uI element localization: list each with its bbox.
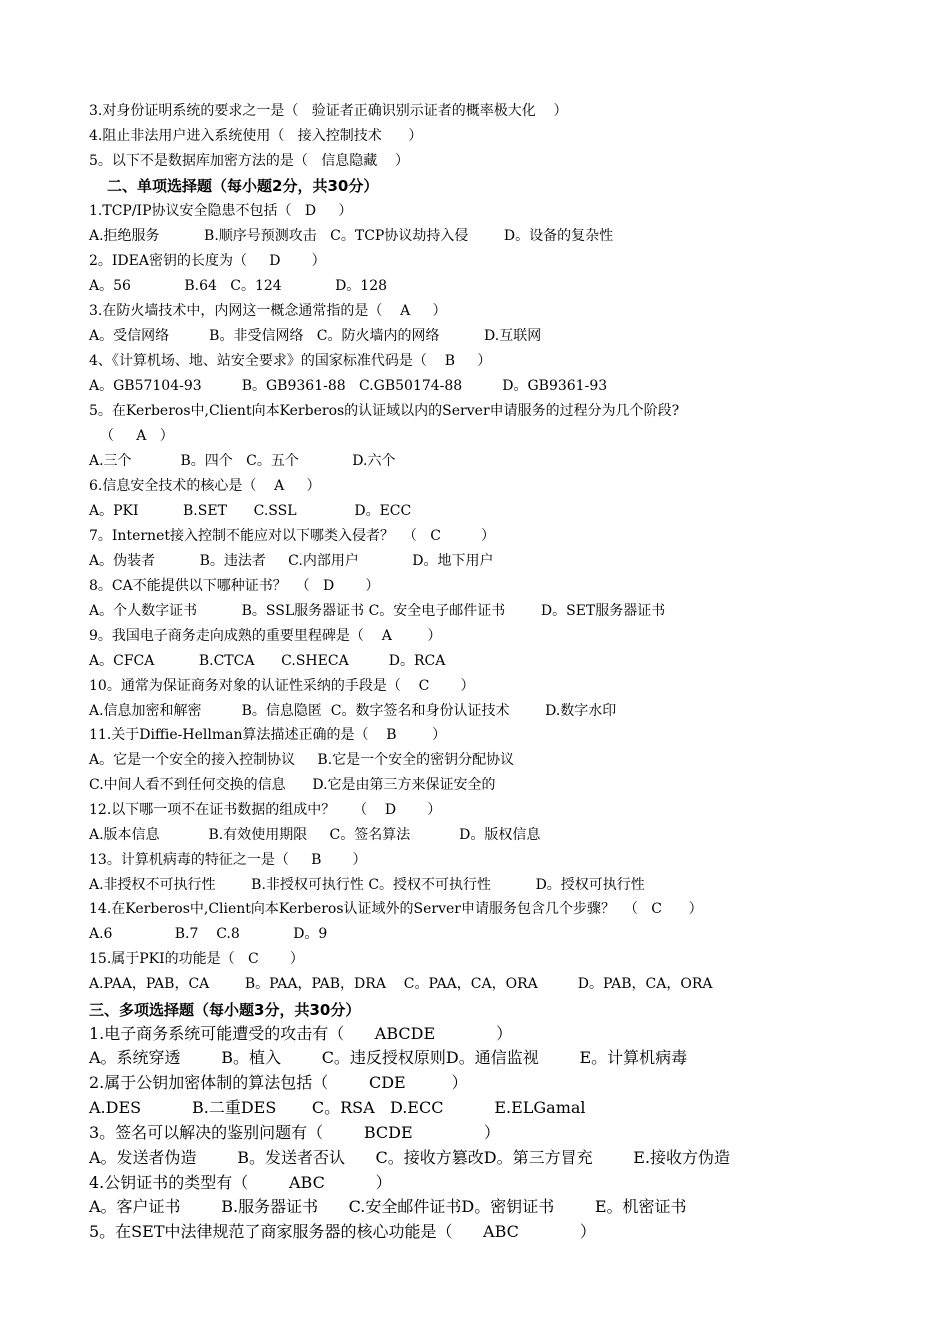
text-line: 8。CA不能提供以下哪种证书？ （ D ） bbox=[89, 578, 380, 594]
text-line: A。56 B.64 C。124 D。128 bbox=[89, 278, 388, 294]
text-line: A.6 B.7 C.8 D。9 bbox=[89, 926, 328, 942]
text-line: A。伪装者 B。违法者 C.内部用户 D。地下用户 bbox=[89, 553, 494, 569]
text-line: A。受信网络 B。非受信网络 C。防火墙内的网络 D.互联网 bbox=[89, 328, 542, 344]
text-line: 6.信息安全技术的核心是（ A ） bbox=[89, 478, 321, 494]
text-line: 4.公钥证书的类型有（ ABC ） bbox=[89, 1173, 392, 1192]
text-line: A。发送者伪造 B。发送者否认 C。接收方篡改D。第三方冒充 E.接收方伪造 bbox=[89, 1148, 731, 1167]
text-line: 3.对身份证明系统的要求之一是（ 验证者正确识别示证者的概率极大化 ） bbox=[89, 103, 568, 119]
text-line: A。系统穿透 B。植入 C。违反授权原则D。通信监视 E。计算机病毒 bbox=[89, 1048, 688, 1067]
text-line: 12.以下哪一项不在证书数据的组成中？ （ D ） bbox=[89, 802, 442, 818]
text-line: 15.属于PKI的功能是（ C ） bbox=[89, 951, 304, 967]
text-line: 5。在Kerberos中,Client向本Kerberos的认证域以内的Server申请服务的过程分为几个阶段? bbox=[89, 403, 680, 419]
text-line: A.非授权不可执行性 B.非授权可执行性 C。授权不可执行性 D。授权可执行性 bbox=[89, 877, 645, 893]
text-line: C.中间人看不到任何交换的信息 D.它是由第三方来保证安全的 bbox=[89, 777, 496, 793]
text-line: 1.TCP/IP协议安全隐患不包括（ D ） bbox=[89, 203, 353, 219]
section-heading: 三、多项选择题（每小题3分，共30分） bbox=[89, 1001, 361, 1019]
text-line: 4.阻止非法用户进入系统使用（ 接入控制技术 ） bbox=[89, 128, 423, 144]
text-line: （ A ） bbox=[100, 428, 174, 444]
text-line: 3.在防火墙技术中，内网这一概念通常指的是（ A ） bbox=[89, 303, 447, 319]
text-line: 3。签名可以解决的鉴别问题有（ BCDE ） bbox=[89, 1123, 500, 1142]
section-heading: 二、单项选择题（每小题2分，共30分） bbox=[107, 177, 379, 195]
text-line: 5。以下不是数据库加密方法的是（ 信息隐藏 ） bbox=[89, 153, 410, 169]
text-line: A.拒绝服务 B.顺序号预测攻击 C。TCP协议劫持入侵 D。设备的复杂性 bbox=[89, 228, 614, 244]
text-line: 13。计算机病毒的特征之一是（ B ） bbox=[89, 852, 367, 868]
text-line: 10。通常为保证商务对象的认证性采纳的手段是（ C ） bbox=[89, 678, 475, 694]
text-line: A.版本信息 B.有效使用期限 C。签名算法 D。版权信息 bbox=[89, 827, 541, 843]
text-line: A.PAA，PAB，CA B。PAA，PAB，DRA C。PAA，CA，ORA D。PAB，CA，ORA bbox=[89, 976, 713, 992]
text-line: 2。IDEA密钥的长度为（ D ） bbox=[89, 253, 326, 269]
text-line: A。个人数字证书 B。SSL服务器证书 C。安全电子邮件证书 D。SET服务器证书 bbox=[89, 603, 666, 619]
text-line: A.DES B.二重DES C。RSA D.ECC E.ELGamal bbox=[89, 1098, 586, 1117]
text-line: A.信息加密和解密 B。信息隐匿 C。数字签名和身份认证技术 D.数字水印 bbox=[89, 703, 617, 719]
text-line: A。客户证书 B.服务器证书 C.安全邮件证书D。密钥证书 E。机密证书 bbox=[89, 1197, 687, 1216]
text-line: 1.电子商务系统可能遭受的攻击有（ ABCDE ） bbox=[89, 1024, 513, 1043]
text-line: 14.在Kerberos中,Client向本Kerberos认证域外的Server申请服务包含几个步骤？ （ C ） bbox=[89, 901, 703, 917]
text-line: 9。我国电子商务走向成熟的重要里程碑是（ A ） bbox=[89, 628, 442, 644]
text-line: A。PKI B.SET C.SSL D。ECC bbox=[89, 503, 412, 519]
text-line: A.三个 B。四个 C。五个 D.六个 bbox=[89, 453, 396, 469]
text-line: 5。在SET中法律规范了商家服务器的核心功能是（ ABC ） bbox=[89, 1222, 596, 1241]
text-line: A。CFCA B.CTCA C.SHECA D。RCA bbox=[89, 653, 446, 669]
text-line: A。GB57104-93 B。GB9361-88 C.GB50174-88 D。GB9361-93 bbox=[89, 378, 608, 394]
text-line: A。它是一个安全的接入控制协议 B.它是一个安全的密钥分配协议 bbox=[89, 752, 515, 768]
text-line: 2.属于公钥加密体制的算法包括（ CDE ） bbox=[89, 1073, 468, 1092]
text-line: 7。Internet接入控制不能应对以下哪类入侵者？ （ C ） bbox=[89, 528, 495, 544]
text-line: 4、《计算机场、地、站安全要求》的国家标准代码是（ B ） bbox=[89, 353, 492, 369]
text-line: 11.关于Diffie-Hellman算法描述正确的是（ B ） bbox=[89, 727, 447, 743]
